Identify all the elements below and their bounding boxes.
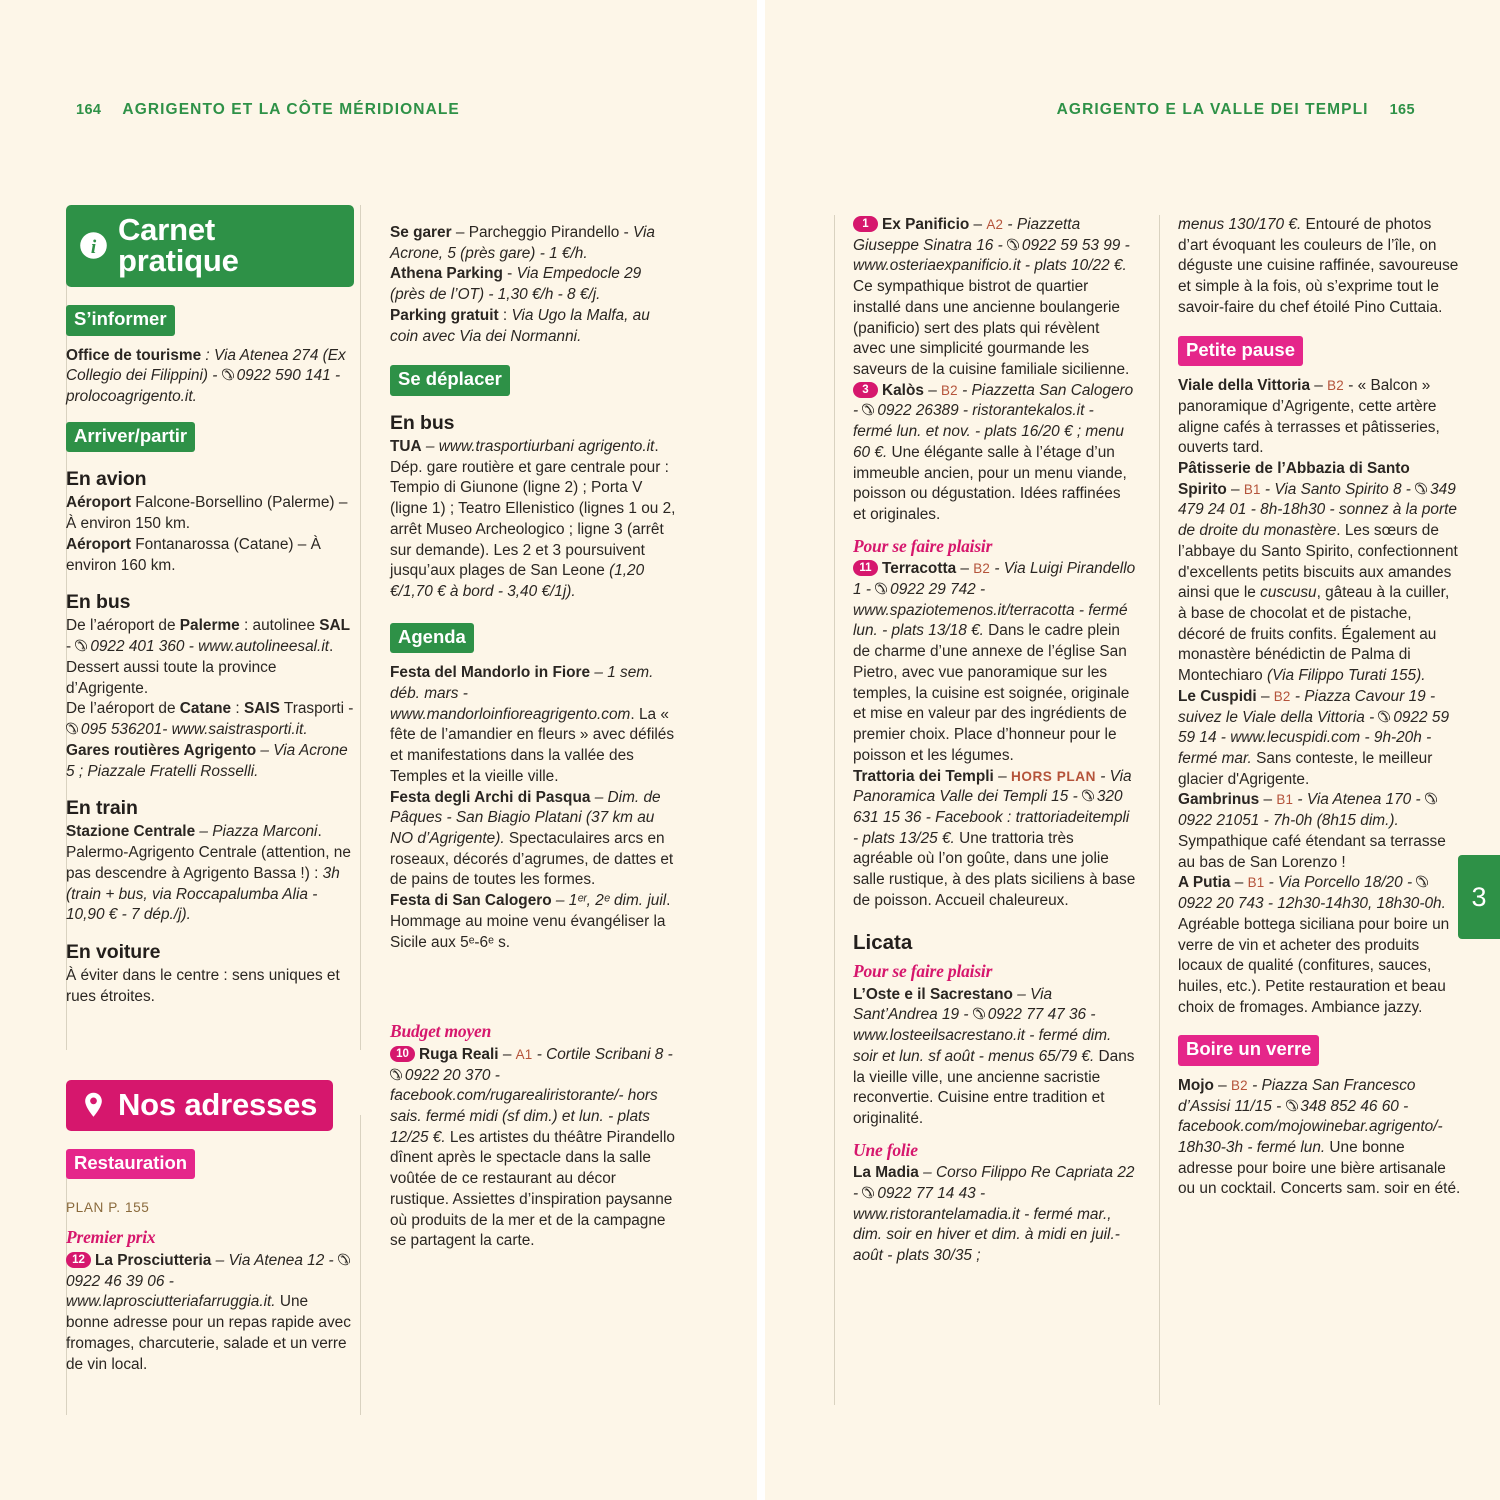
kalos-name: Kalòs: [882, 381, 924, 399]
mojo-details: - facebook.com/mojowinebar.agrigento/- 18h30-3h - fermé lun.: [1178, 1097, 1443, 1157]
gares-routieres-entry: [66, 741, 354, 782]
agenda-item-description: Spectaculaires arcs en roseaux, décorés d’agrumes, de dattes et de pains de toutes les formes.: [390, 830, 674, 889]
spacer: [66, 1008, 354, 1080]
phone-icon: ✆: [863, 1184, 877, 1202]
en-bus-heading: En bus: [66, 591, 131, 614]
parking-gratuit-entry: [390, 306, 678, 347]
trattoria-dei-templi-details: - Facebook : trattoriadeitempli - plats 13/25 €.: [853, 808, 1130, 847]
agenda-item: [390, 663, 678, 787]
carnet-pratique-banner-label: Carnet pratique: [118, 212, 239, 278]
column-rule: [834, 215, 835, 1405]
oste-sacrestano-address: – Via Sant’Andrea 19 -: [853, 985, 1053, 1024]
map-grid-ref: B1: [1247, 875, 1265, 891]
budget-moyen-heading: Budget moyen: [390, 1021, 492, 1042]
ex-panificio-entry: [853, 215, 1136, 381]
map-grid-ref: A1: [515, 1046, 533, 1062]
boire-un-verre-subbanner: Boire un verre: [1178, 1035, 1319, 1066]
phone-icon: ✆: [1425, 791, 1439, 809]
stazione-centrale-details: 3h (train + bus, via Roccapalumba Alia - 10,90 € - 7 dép./j).: [66, 864, 340, 924]
premier-prix-heading: Premier prix: [66, 1227, 156, 1248]
la-prosciutteria-site: - www.laprosciutteriafarruggia.it.: [66, 1272, 276, 1311]
gambrinus-phone: 0922 21051: [1178, 812, 1260, 830]
la-madia-details: - www.ristorantelamadia.it - fermé mar., dim. soir en hiver et dim. à midi en juil.-août - plats 30/35 ;: [853, 1184, 1120, 1265]
ex-panificio-details: - www.osteriaexpanificio.it - plats 10/22 €.: [853, 236, 1130, 275]
aeroport-catane: [66, 535, 354, 576]
office-de-tourisme-phone: 0922 590 141: [236, 367, 331, 385]
right-folio: 165: [1389, 102, 1415, 118]
spacer: [390, 953, 678, 1011]
agenda-item-when: – 1ᵉʳ, 2ᵉ dim. juil: [551, 892, 667, 910]
phone-icon: ✆: [1379, 708, 1393, 726]
kalos-details: - ristorantekalos.it - fermé lun. et nov. - plats 16/20 € ; menu 60 €.: [853, 402, 1124, 461]
agenda-item: [390, 891, 678, 953]
phone-icon: ✆: [876, 581, 890, 599]
patisserie-abbazia-phone: 349 479 24 01: [1178, 480, 1456, 519]
pour-se-faire-plaisir-heading: Pour se faire plaisir: [853, 535, 993, 556]
bus-palerme-pre: De l’aéroport de: [66, 617, 180, 635]
trattoria-dei-templi-phone: 320 631 15 36: [853, 788, 1123, 826]
office-de-tourisme-address: : Via Atenea 274 (Ex Collegio dei Filippini) -: [66, 346, 346, 385]
petite-pause-subbanner: Petite pause: [1178, 336, 1303, 367]
le-cuspidi-name: Le Cuspidi: [1178, 687, 1257, 705]
se-garer-entry: [390, 223, 678, 264]
left-running-head: [76, 101, 460, 119]
bus-catane-city: Catane: [179, 700, 232, 718]
a-putia-description: Agréable bottega siciliana pour boire un verre de vin et acheter des produits locaux de qualité (confitures, sauces, huiles, etc.). Petite restauration et beau choix de fromages. Ambiance jazzy.: [1178, 915, 1450, 1016]
parking-gratuit-label: Parking gratuit: [390, 306, 499, 324]
agenda-subbanner: Agenda: [390, 623, 474, 654]
la-madia-menus: menus 130/170 €.: [1178, 216, 1302, 233]
map-grid-ref: B2: [973, 561, 991, 577]
sep: –: [1310, 377, 1328, 395]
ex-panificio-address: - Piazzetta Giuseppe Sinatra 16 -: [853, 216, 1081, 254]
mojo-phone: 348 852 46 60: [1300, 1097, 1399, 1115]
tua-name: TUA: [390, 438, 422, 456]
sep: –: [1226, 480, 1244, 498]
ruga-reali-address: - Cortile Scribani 8 -: [532, 1045, 673, 1063]
kalos-entry: [853, 381, 1136, 526]
aeroport-text-2: Fontanarossa (Catane) – À environ 160 km.: [66, 535, 321, 574]
bus-palerme-phone: 0922 401 360: [90, 638, 185, 656]
aeroport-palerme: [66, 493, 354, 534]
la-prosciutteria-name: La Prosciutteria: [95, 1252, 212, 1269]
se-deplacer-subbanner: Se déplacer: [390, 365, 510, 396]
tua-entry: [390, 437, 678, 603]
info-icon: [79, 231, 108, 260]
sep: –: [956, 560, 974, 578]
bus-catane-post: :: [231, 700, 244, 718]
phone-icon: ✆: [1416, 480, 1430, 498]
mojo-address: - Piazza San Francesco d’Assisi 11/15 -: [1178, 1076, 1416, 1115]
athena-parking-details: Via Empedocle 29 (près de l’OT) - 1,30 €/h - 8 €/j.: [390, 265, 642, 304]
gares-routieres-label: Gares routières Agrigento: [66, 741, 257, 759]
agenda-item-description: . Hommage au moine venu évangéliser la Sicile aux 5ᵉ-6ᵉ s.: [390, 892, 671, 951]
a-putia-hours: - 12h30-14h30, 18h30-0h.: [1263, 895, 1446, 913]
en-voiture-text: À éviter dans le centre : sens uniques et rues étroites.: [66, 967, 340, 1005]
column-2: [390, 205, 678, 1375]
oste-sacrestano-details: - www.losteeilsacrestano.it - fermé dim. soir et lun. sf août - menus 65/79 €.: [853, 1006, 1112, 1065]
map-number-badge: 10: [390, 1046, 415, 1062]
right-running-head: [1057, 101, 1415, 119]
page-gutter: [757, 0, 765, 1500]
sep: –: [923, 381, 942, 399]
sep: –: [1259, 791, 1277, 809]
trattoria-dei-templi-entry: [853, 767, 1136, 912]
nos-adresses-banner: [66, 1080, 333, 1131]
parking-gratuit-details: Via Ugo la Malfa, au coin avec Via dei Normanni.: [390, 306, 650, 345]
agenda-item-description: . La « fête de l’amandier en fleurs » avec défilés et manifestations dans la vallée des Temples et la vieille ville.: [390, 705, 675, 785]
en-train-heading: En train: [66, 797, 138, 820]
spacer: [390, 205, 678, 223]
athena-parking-sep: -: [502, 265, 517, 283]
tua-description: . Dép. gare routière et gare centrale pour : Tempio di Giunone (ligne 2) ; Porta V (ligne 1) ; Teatro Ellenistico (lignes 1 ou 2, arrêt Museo Archeologico ; ligne 3 (arrêt sur demande). Les 2 et 3 poursuivent jusqu’aux plages de San Leone: [390, 438, 676, 580]
carnet-pratique-banner: [66, 205, 354, 287]
map-grid-ref: B2: [941, 382, 958, 398]
oste-sacrestano-entry: [853, 985, 1136, 1130]
licata-heading: Licata: [853, 930, 913, 954]
plan-reference: PLAN P. 155: [66, 1200, 150, 1216]
tua-site: – www.trasportiurbani agrigento.it: [421, 438, 655, 456]
a-putia-name: A Putia: [1178, 874, 1231, 892]
viale-della-vittoria-entry: [1178, 376, 1461, 459]
stazione-centrale-text: . Palermo-Agrigento Centrale (attention, ne pas descendre à Agrigento Bassa !) :: [66, 823, 351, 882]
ruga-reali-entry: [390, 1045, 678, 1252]
le-cuspidi-description: Sans conteste, le meilleur glacier d'Agrigente.: [1178, 750, 1433, 788]
map-number-badge: 11: [853, 560, 878, 576]
bus-palerme-site: - www.autolineesal.it: [184, 638, 330, 656]
patisserie-abbazia-address: - Via Santo Spirito 8 -: [1260, 480, 1416, 498]
trattoria-dei-templi-address: - Via Panoramica Valle dei Templi 15 -: [853, 767, 1132, 806]
phone-icon: ✆: [338, 1252, 352, 1269]
en-voiture-heading: En voiture: [66, 941, 161, 964]
gares-routieres-address: – Via Acrone 5 ; Piazzale Fratelli Rosselli.: [66, 741, 348, 780]
a-putia-address: - Via Porcello 18/20 -: [1264, 874, 1417, 892]
mojo-description: Une bonne adresse pour boire une bière artisanale ou un cocktail. Concerts sam. soir en été.: [1178, 1139, 1461, 1198]
terracotta-phone: 0922 29 742: [890, 581, 976, 599]
la-prosciutteria-address: – Via Atenea 12 -: [211, 1252, 338, 1269]
ex-panificio-phone: 0922 59 53 99: [1021, 236, 1121, 254]
licata-plaisir-heading: Pour se faire plaisir: [853, 961, 993, 982]
map-number-badge: 1: [853, 216, 878, 232]
kalos-phone: 0922 26389: [877, 402, 959, 420]
map-grid-ref: B1: [1243, 481, 1261, 497]
bus-palerme-dash: -: [66, 638, 76, 656]
se-garer-details: Via Acrone, 5 (près gare) - 1 €/h.: [390, 224, 655, 262]
sinformer-subbanner: S’informer: [66, 305, 175, 336]
agenda-item: [390, 788, 678, 892]
office-de-tourisme-entry: [66, 346, 354, 408]
sep: –: [1230, 874, 1248, 892]
bus-palerme-tail: . Dessert aussi toute la province d’Agrigente.: [66, 638, 334, 697]
map-grid-ref: B2: [1231, 1077, 1248, 1093]
oste-sacrestano-name: L’Oste e il Sacrestano: [853, 985, 1013, 1003]
gambrinus-hours: - 7h-0h (8h15 dim.).: [1259, 812, 1399, 830]
office-de-tourisme-name: Office de tourisme: [66, 346, 202, 364]
map-grid-ref: A2: [986, 217, 1004, 232]
gambrinus-address: - Via Atenea 170 -: [1293, 791, 1425, 809]
sep: –: [969, 216, 987, 233]
restauration-subbanner: Restauration: [66, 1149, 195, 1180]
map-grid-ref: B1: [1276, 792, 1294, 808]
la-prosciutteria-description: Une bonne adresse pour un repas rapide avec fromages, charcuterie, salade et un verre de vin local.: [66, 1293, 351, 1373]
phone-icon: ✆: [1286, 1097, 1300, 1115]
agenda-item-when: – Dim. de Pâques - San Biagio Platani (37 km au NO d’Agrigente).: [390, 788, 661, 848]
athena-parking-label: Athena Parking: [390, 265, 503, 283]
bus-catane-mid: Trasporti -: [279, 700, 354, 718]
viale-della-vittoria-description: - « Balcon » panoramique d’Agrigente, cette artère aligne cafés à terrasses et pâtisseries, ouverts tard.: [1178, 377, 1440, 457]
column-3: [853, 205, 1136, 1267]
ex-panificio-description: Ce sympathique bistrot de quartier installé dans une ancienne boulangerie (panificio) sert des plats qui révèlent avec une simplicité gourmande les saveurs de la cuisine familiale sicilienne.: [853, 278, 1130, 379]
bus-palerme-entry: [66, 616, 354, 699]
gambrinus-entry: [1178, 790, 1461, 873]
ruga-reali-phone: 0922 20 370: [404, 1066, 491, 1084]
sep: –: [1256, 687, 1274, 705]
stazione-centrale-place: – Piazza Marconi: [195, 823, 318, 841]
aeroport-text-1: Falcone-Borsellino (Palerme) – À environ 150 km.: [66, 494, 348, 533]
terracotta-entry: [853, 559, 1136, 766]
trattoria-dei-templi-description: Une trattoria très agréable où l’on goûte, dans une jolie salle rustique, à des plats siciliens à base de poisson. Accueil chaleureux.: [853, 829, 1136, 909]
phone-icon: ✆: [76, 638, 90, 656]
arriver-partir-subbanner: Arriver/partir: [66, 422, 195, 453]
kalos-description: Une élégante salle à l’étage d’un immeuble ancien, pour un menu viande, poisson ou dégustation. Idées raffinées et originales.: [853, 443, 1127, 524]
phone-icon: ✆: [222, 367, 236, 385]
agenda-item-name: Festa del Mandorlo in Fiore: [390, 664, 591, 682]
se-garer-name: – Parcheggio Pirandello -: [451, 224, 633, 241]
agenda-item-name: Festa di San Calogero: [390, 892, 552, 910]
right-page-columns: [853, 205, 1473, 1267]
le-cuspidi-address: - Piazza Cavour 19 - suivez le Viale della Vittoria -: [1178, 687, 1436, 726]
patisserie-abbazia-entry: [1178, 459, 1461, 687]
agenda-item-name: Festa degli Archi di Pasqua: [390, 788, 591, 806]
phone-icon: ✆: [1082, 788, 1096, 806]
right-running-head-title: AGRIGENTO E LA VALLE DEI TEMPLI: [1056, 101, 1369, 118]
patisserie-abbazia-specialty: cuscusu: [1260, 584, 1317, 602]
terracotta-address: - Via Luigi Pirandello 1 -: [853, 560, 1136, 599]
la-prosciutteria-entry: [66, 1251, 354, 1375]
tua-fares: (1,20 €/1,70 € à bord - 3,40 €/1j).: [390, 562, 645, 601]
phone-icon: ✆: [67, 721, 80, 739]
patisserie-abbazia-hours: - 8h-18h30 - sonnez à la porte de droite du monastère: [1178, 501, 1457, 540]
le-cuspidi-details: - www.lecuspidi.com - 9h-20h - fermé mar.: [1178, 729, 1432, 768]
map-grid-ref: B2: [1273, 688, 1291, 704]
phone-icon: ✆: [1417, 874, 1431, 892]
terracotta-description: Dans le cadre plein de charme d’une annexe de l’église San Pietro, avec vue panoramique sur les temples, la cuisine est soignée, originale et mise en valeur par des ingrédients de premier choix. Place d’honneur pour le poisson et les légumes.: [853, 622, 1130, 764]
spacer: [853, 205, 1136, 215]
bus-catane-site: - www.saistrasporti.it.: [162, 721, 308, 739]
gambrinus-name: Gambrinus: [1178, 791, 1260, 809]
terracotta-name: Terracotta: [882, 560, 957, 578]
map-number-badge: 12: [66, 1252, 91, 1268]
map-pin-icon: [79, 1090, 108, 1119]
aeroport-label-2: Aéroport: [66, 535, 131, 553]
mojo-entry: [1178, 1076, 1461, 1200]
phone-icon: ✆: [973, 1006, 987, 1024]
la-madia-phone: 0922 77 14 43: [877, 1184, 976, 1202]
phone-icon: ✆: [863, 402, 877, 420]
left-running-head-title: AGRIGENTO ET LA CÔTE MÉRIDIONALE: [122, 101, 460, 118]
la-madia-entry: [853, 1163, 1136, 1267]
stazione-centrale-entry: [66, 822, 354, 926]
une-folie-heading: Une folie: [853, 1139, 918, 1160]
sep: –: [993, 767, 1011, 785]
phone-icon: ✆: [1008, 236, 1021, 254]
patisserie-abbazia-description-2: , gâteau à la cuiller, à base de chocolat et de pistache, décoré de fruits confits. Également au monastère bénédictin de Palma di Montechiaro: [1178, 584, 1450, 685]
column-1: [66, 205, 354, 1375]
column-4: [1178, 205, 1461, 1267]
la-madia-continued: [1178, 215, 1461, 319]
sep: –: [1213, 1076, 1232, 1094]
a-putia-phone: 0922 20 743: [1178, 895, 1264, 913]
bus-palerme-city: Palerme: [179, 617, 240, 635]
le-cuspidi-entry: [1178, 687, 1461, 791]
nos-adresses-banner-label: Nos adresses: [118, 1086, 318, 1122]
left-page-columns: [66, 205, 706, 1375]
se-deplacer-en-bus-heading: En bus: [390, 411, 455, 434]
oste-sacrestano-phone: 0922 77 47 36: [987, 1006, 1087, 1024]
spacer: [1178, 205, 1461, 215]
bus-catane-pre: De l’aéroport de: [66, 700, 180, 718]
la-madia-address: – Corso Filippo Re Capriata 22 -: [853, 1164, 1135, 1202]
hors-plan-badge: HORS PLAN: [1010, 768, 1096, 784]
ruga-reali-description: Les artistes du théâtre Pirandello dînent après le spectacle dans la salle voûtée de ce restaurant au décor rustique. Assiettes d’inspiration paysanne où produits de la mer et de la campagne se partagent la carte.: [390, 1128, 675, 1250]
bus-palerme-operator: SAL: [319, 617, 351, 635]
patisserie-abbazia-name: Pâtisserie de l’Abbazia di Santo Spirito: [1178, 459, 1410, 498]
sep: –: [498, 1045, 516, 1063]
la-madia-description: Entouré de photos d’art évoquant les couleurs de l’île, on déguste une cuisine raffinée, savoureuse et simple à la fois, où s’exprime tout le savoir-faire du chef étoilé Pino Cuttaia.: [1178, 216, 1459, 316]
chapter-thumb-tab[interactable]: 3: [1458, 855, 1500, 939]
trattoria-dei-templi-name: Trattoria dei Templi: [853, 767, 994, 785]
bus-catane-entry: [66, 699, 354, 740]
mojo-name: Mojo: [1178, 1076, 1214, 1094]
athena-parking-entry: [390, 264, 678, 305]
aeroport-label-1: Aéroport: [66, 494, 131, 512]
bus-catane-phone: 095 536201: [80, 721, 163, 739]
terracotta-details: - www.spaziotemenos.it/terracotta - fermé lun. - plats 13/18 €.: [853, 581, 1128, 640]
viale-della-vittoria-name: Viale della Vittoria: [1178, 377, 1311, 395]
phone-icon: ✆: [391, 1066, 404, 1084]
oste-sacrestano-description: Dans la vieille ville, une ancienne sacristie reconvertie. Cuisine entre tradition et originalité.: [853, 1047, 1135, 1127]
agenda-item-when: – 1 sem. déb. mars - www.mandorloinfioreagrigento.com: [390, 664, 654, 723]
ex-panificio-name: Ex Panificio: [882, 216, 970, 233]
patisserie-abbazia-alt-address: (Via Filippo Turati 155).: [1266, 667, 1426, 685]
kalos-address: - Piazzetta San Calogero -: [853, 381, 1134, 420]
parking-gratuit-sep: :: [498, 306, 512, 324]
en-avion-heading: En avion: [66, 468, 147, 491]
la-madia-name: La Madia: [853, 1164, 919, 1182]
left-folio: 164: [76, 102, 102, 118]
svg-text:i: i: [90, 236, 97, 258]
stazione-centrale-name: Stazione Centrale: [66, 823, 196, 841]
bus-palerme-post: : autolinee: [239, 617, 320, 635]
se-garer-label: Se garer: [390, 224, 452, 241]
patisserie-abbazia-description: . Les sœurs de l’abbaye du Santo Spirito, confectionnent d'excellents petits biscuits aux amandes ainsi que le: [1178, 522, 1458, 602]
ruga-reali-name: Ruga Reali: [419, 1045, 499, 1063]
le-cuspidi-phone: 0922 59 59 14: [1178, 708, 1450, 747]
a-putia-entry: [1178, 873, 1461, 1018]
map-number-badge: 3: [853, 382, 878, 398]
bus-catane-operator: SAIS: [243, 700, 280, 718]
map-grid-ref: B2: [1327, 378, 1344, 394]
right-page: [765, 0, 1500, 1500]
gambrinus-description: Sympathique café étendant sa terrasse au bas de San Lorenzo !: [1178, 832, 1446, 871]
la-prosciutteria-phone: 0922 46 39 06: [66, 1272, 165, 1290]
office-de-tourisme-site: - prolocoagrigento.it.: [66, 367, 341, 405]
ruga-reali-details: - facebook.com/rugarealiristorante/- hors sais. fermé midi (sf dim.) et lun. - plats 12/25 €.: [390, 1066, 658, 1146]
